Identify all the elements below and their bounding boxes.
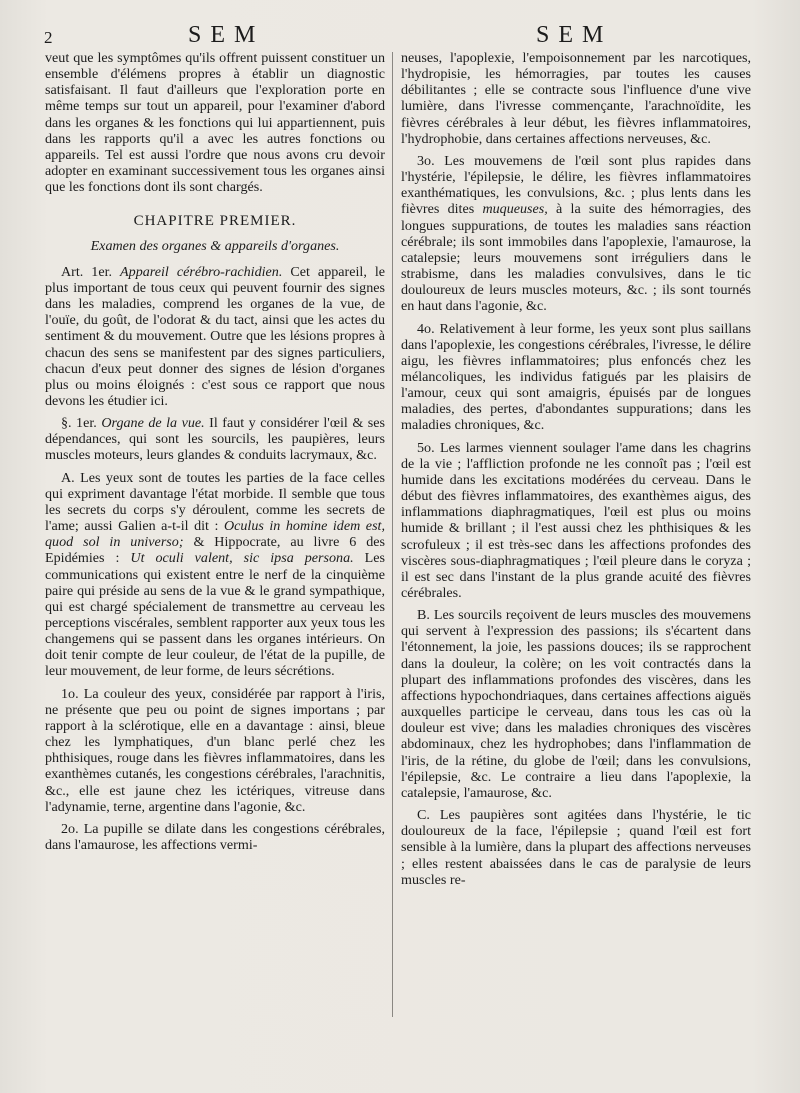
paragraph-1: 1o. La couleur des yeux, considérée par rapport à l'iris, ne présente que peu ou point de signes importans ; par rapport à la sclérotique, elle en a davantage : ainsi, bleue chez les lymphatiques, d'un blanc perlé chez les phthisiques, rouge dans les fièvres inflammatoires, dans les exanthèmes cutanés, les congestions cérébrales, l'arachnitis, &c., elle est jaune chez les ictériques, vitreuse dans l'adynamie, terne, argentine dans l'agonie, &c.: [45, 685, 385, 815]
paragraph-3-italic: muqueuses,: [482, 201, 548, 218]
paragraph-3-text-b: à la suite des hémorragies, des longues suppurations, de toutes les maladies sans réaction cérébrale; ils sont immobiles dans l'apoplexie, l'amaurose, la catalepsie; leurs mouvemens sont irréguliers dans le strabisme, dans les maladies convulsives, dans le tic douloureux de leurs muscles moteurs, &c. ; ils sont tournés en haut dans l'agonie, &c.: [401, 201, 751, 315]
running-head-left: SEM: [188, 22, 265, 48]
paragraph-a-text-2: & Hippocrate, au livre 6 des Epidémies :: [45, 534, 385, 567]
right-column: [401, 50, 751, 894]
article-text: Cet appareil, le plus important de tous ceux qui peuvent fournir des signes dans les maladies, comprend les organes de la vue, de l'ouïe, du goût, de l'odorat & du tact, ainsi que les actes du sentiment & du mouvement. Outre que les lésions propres à chacun des sens se manifestent par des signes particuliers, chacun d'eux peut donner des signes de lésion d'organes plus ou moins éloignés : c'est sous ce rapport que nous devons les étudier ici.: [45, 263, 386, 409]
paragraph-a-text-1: A. Les yeux sont de toutes les parties de la face celles qui expriment davantage l'état morbide. Il semble que tous les secrets du corps s'y déroulent, comme les secrets de l'ame; aussi Galien a-t-il dit :: [45, 469, 385, 535]
page-header: [0, 20, 800, 50]
section-text: Il faut y considérer l'œil & ses dépendances, qui sont les sourcils, les paupières, leurs muscles moteurs, leurs glandes & conduits lacrymaux, &c.: [45, 415, 386, 464]
paragraph-3-text-a: 3o. Les mouvemens de l'œil sont plus rapides dans l'hystérie, l'épilepsie, le délire, les fièvres inflammatoires exanthématiques, les convulsions, &c. ; plus lents dans les fièvres dites: [401, 152, 751, 218]
paragraph-5: 5o. Les larmes viennent soulager l'ame dans les chagrins de la vie ; l'affliction profonde ne les connoît pas ; l'œil est humide dans les excitations modérées du cerveau. Dans le début des fièvres inflammatoires, des exanthèmes aigus, des inflammations diaphragmatiques, l'œil est plus ou moins humide & brillant ; il l'est aussi chez les phthisiques & les scrofuleux ; il est très-sec dans les affections profondes des viscères sous-diaphragmatiques ; l'œil pleure dans le coryza ; il est sec dans l'instant de la plus grande acuité des fièvres cérébrales.: [401, 439, 751, 601]
paragraph-4: 4o. Relativement à leur forme, les yeux sont plus saillans dans l'apoplexie, les congestions cérébrales, l'ivresse, le délire aigu, les fièvres inflammatoires; plus enfoncés chez les mélancoliques, les individus fatigués par les plaisirs de l'amour, ceux qui sont amaigris, épuisés par de longues maladies, des pertes, d'abondantes suppurations; dans les maladies chroniques, &c.: [401, 320, 751, 434]
section-paragraph: [45, 415, 385, 463]
chapter-title: CHAPITRE PREMIER.: [133, 213, 297, 230]
paragraph-a-text-3: Les communications qui existent entre le nerf de la cinquième paire qui préside au sens de la vue & le grand sympathique, qui est chargé spécialement de transmettre au cerveau les perceptions viscérales, semblent rapporter aux yeux tous les changemens qui se passent dans les organes intérieurs. On doit tenir compte de leur couleur, de l'état de la pupille, de leur mouvement, de leur forme, de leurs sécrétions.: [45, 550, 386, 680]
section-label: §. 1er.: [61, 415, 97, 432]
paragraph-3: [401, 153, 751, 315]
hippocrates-quote: Ut oculi valent, sic ipsa persona.: [130, 550, 354, 567]
paragraph-b: B. Les sourcils reçoivent de leurs muscles des mouvemens qui servent à l'expression des passions; ils s'écartent dans l'étonnement, la joie, les passions douces; ils se rapprochent dans la douleur, la colère; on les voit contractés dans la plupart des inflammations profondes des viscères, dans les affections hypochondriaques, dans certaines affections aiguës auxquelles participe le cerveau, dans tous les cas où la douleur est vive; dans les maladies chroniques des viscères abdominaux, chez les hydrophobes; dans l'inflammation de l'iris, de la rétine, du globe de l'œil; dans les convulsions, l'épilepsie, &c. Le contraire a lieu dans l'apoplexie, la catalepsie, l'amaurose, &c.: [401, 607, 751, 801]
continued-paragraph: neuses, l'apoplexie, l'empoisonnement par les narcotiques, l'hydropisie, les hémorragies, par toutes les causes débilitantes ; elle se contracte sous l'influence d'une vive lumière, dans l'ivresse commençante, l'arachnoïdite, les fièvres cérébrales à leur début, les fièvres inflammatoires, l'hydrophobie, dans certaines affections nerveuses, &c.: [401, 50, 751, 147]
galen-quote: Oculus in homine idem est, quod sol in universo;: [45, 518, 385, 551]
article-paragraph: [45, 264, 385, 409]
paragraph-2: 2o. La pupille se dilate dans les congestions cérébrales, dans l'amaurose, les affections vermi-: [45, 820, 385, 854]
running-head-right: SEM: [536, 22, 613, 48]
article-label: Art. 1er.: [61, 263, 113, 280]
intro-paragraph: veut que les symptômes qu'ils offrent puissent constituer un ensemble d'élémens propres à établir un diagnostic satisfaisant. Il faut d'ailleurs que l'exploration porte en même temps sur tout un appareil, pour l'examiner d'abord dans les organes & les fonctions qui lui appartiennent, puis dans les rapports qu'il a avec les autres fonctions ou appareils. Tel est aussi l'ordre que nous avons cru devoir adopter en examinant successivement tous les organes ainsi que les fonctions dont ils sont chargés.: [45, 50, 385, 196]
chapter-subtitle: Examen des organes & appareils d'organes.: [90, 237, 340, 254]
page-number: 2: [44, 28, 53, 47]
left-column: [45, 50, 385, 859]
paragraph-a: [45, 470, 385, 680]
paragraph-c: C. Les paupières sont agitées dans l'hystérie, le tic douloureux de la face, l'épilepsie ; quand l'œil est fort sensible à la lumière, dans la plupart des affections nerveuses ; elles restent abaissées dans le cas de paralysie de leurs muscles re-: [401, 807, 751, 888]
section-title: Organe de la vue.: [101, 415, 205, 432]
column-divider: [392, 52, 393, 1017]
article-title: Appareil cérébro-rachidien.: [120, 263, 283, 280]
